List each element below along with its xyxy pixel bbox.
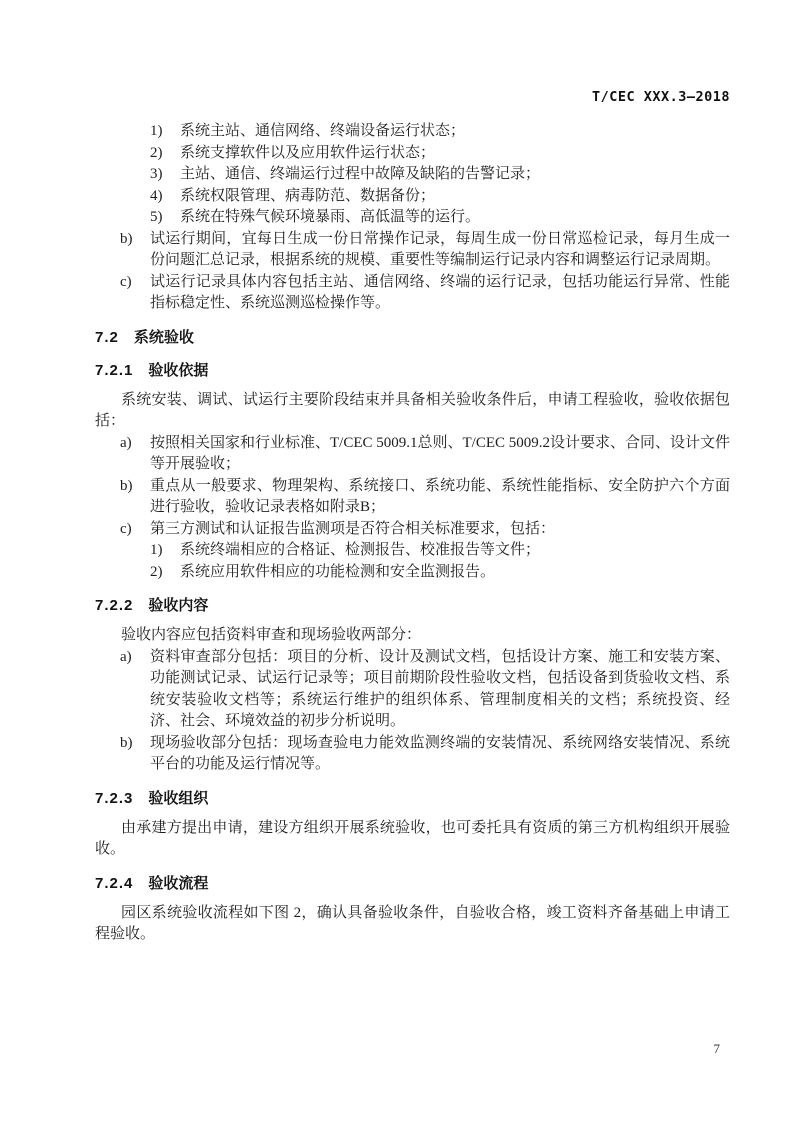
list-item-text: 系统支撑软件以及应用软件运行状态； <box>180 144 436 161</box>
section-heading-7-2-4 <box>95 873 730 894</box>
paragraph-7-2-3: 由承建方提出申请，建设方组织开展系统验收，也可委托具有资质的第三方机构组织开展验收。 <box>95 819 730 857</box>
list-item <box>95 433 730 476</box>
list-item-text: 资料审查部分包括：项目的分析、设计及测试文档，包括设计方案、施工和安装方案、功能测试记录、试运行记录等；项目前期阶段性验收文档，包括设备到货验收文档、系统安装验收文档等；系统运行维护的组织体系、管理制度相关的文档；系统投资、经济、社会、环境效益的初步分析说明。 <box>150 648 730 729</box>
list-item <box>95 540 730 562</box>
list-marker: b) <box>120 230 133 247</box>
section-heading-7-2-2 <box>95 595 730 616</box>
list-item-text: 按照相关国家和行业标准、T/CEC 5009.1总则、T/CEC 5009.2设计要求、合同、设计文件等开展验收； <box>150 434 731 472</box>
list-item <box>95 519 730 541</box>
section-heading-7-2-3 <box>95 788 730 809</box>
list-item <box>95 562 730 584</box>
list-item <box>95 186 730 208</box>
section-number: 7.2.3 <box>95 789 134 807</box>
list-marker: b) <box>120 734 133 751</box>
list-marker: c) <box>120 520 132 537</box>
list-item <box>95 143 730 165</box>
list-item-text: 现场验收部分包括：现场查验电力能效监测终端的安装情况、系统网络安装情况、系统平台的功能及运行情况等。 <box>150 734 730 772</box>
list-item <box>95 272 730 315</box>
list-item <box>95 647 730 733</box>
list-item-text: 系统在特殊气候环境暴雨、高低温等的运行。 <box>180 209 481 225</box>
section-title: 系统验收 <box>133 328 194 346</box>
list-item-text: 重点从一般要求、物理架构、系统接口、系统功能、系统性能指标、安全防护六个方面进行验收，验收记录表格如附录B； <box>150 477 730 515</box>
section-number: 7.2.4 <box>95 874 134 892</box>
list-marker: a) <box>120 648 132 665</box>
section-number: 7.2.1 <box>95 361 134 379</box>
list-marker: 2) <box>150 144 163 161</box>
list-item-text: 系统权限管理、病毒防范、数据备份； <box>180 187 436 204</box>
list-item-text: 系统应用软件相应的功能检测和安全监测报告。 <box>180 563 496 580</box>
paragraph-7-2-4: 园区系统验收流程如下图 2，确认具备验收条件，自验收合格，竣工资料齐备基础上申请工程验收。 <box>95 904 730 942</box>
list-item-text: 第三方测试和认证报告监测项是否符合相关标准要求，包括： <box>150 520 556 537</box>
list-item-text: 试运行记录具体内容包括主站、通信网络、终端的运行记录，包括功能运行异常、性能指标稳定性、系统巡测巡检操作等。 <box>150 273 730 311</box>
list-marker: 4) <box>150 187 163 204</box>
section-number: 7.2.2 <box>95 597 134 614</box>
list-marker: 2) <box>150 563 163 580</box>
list-marker: 5) <box>150 209 163 225</box>
list-marker: 1) <box>150 542 163 558</box>
list-marker: b) <box>120 477 133 494</box>
paragraph-7-2-1-intro: 系统安装、调试、试运行主要阶段结束并具备相关验收条件后，申请工程验收，验收依据包括： <box>95 391 730 429</box>
document-code-header <box>95 88 730 106</box>
list-item-text: 主站、通信、终端运行过程中故障及缺陷的告警记录； <box>180 166 541 182</box>
section-title: 验收内容 <box>148 597 209 614</box>
list-item-text: 系统主站、通信网络、终端设备运行状态； <box>180 123 466 139</box>
section-heading-7-2 <box>95 327 730 348</box>
list-marker: c) <box>120 273 132 290</box>
list-marker: 3) <box>150 166 163 182</box>
list-item-text: 试运行期间，宜每日生成一份日常操作记录，每周生成一份日常巡检记录，每月生成一份问题汇总记录，根据系统的规模、重要性等编制运行记录内容和调整运行记录周期。 <box>150 230 730 268</box>
doc-code: T/CEC XXX.3—2018 <box>591 89 730 105</box>
paragraph-7-2-2-intro: 验收内容应包括资料审查和现场验收两部分： <box>121 627 422 643</box>
section-title: 验收依据 <box>148 361 209 379</box>
section-title: 验收流程 <box>148 874 209 892</box>
list-item <box>95 121 730 143</box>
list-item <box>95 164 730 186</box>
section-number: 7.2 <box>95 328 119 346</box>
list-item <box>95 207 730 229</box>
list-item-text: 系统终端相应的合格证、检测报告、校准报告等文件； <box>180 542 541 558</box>
list-marker: a) <box>120 434 132 451</box>
section-title: 验收组织 <box>148 789 209 807</box>
list-item <box>95 476 730 519</box>
list-marker: 1) <box>150 123 163 139</box>
list-item <box>95 733 730 776</box>
page-number: 7 <box>713 1041 720 1056</box>
section-heading-7-2-1 <box>95 360 730 381</box>
list-item <box>95 229 730 272</box>
